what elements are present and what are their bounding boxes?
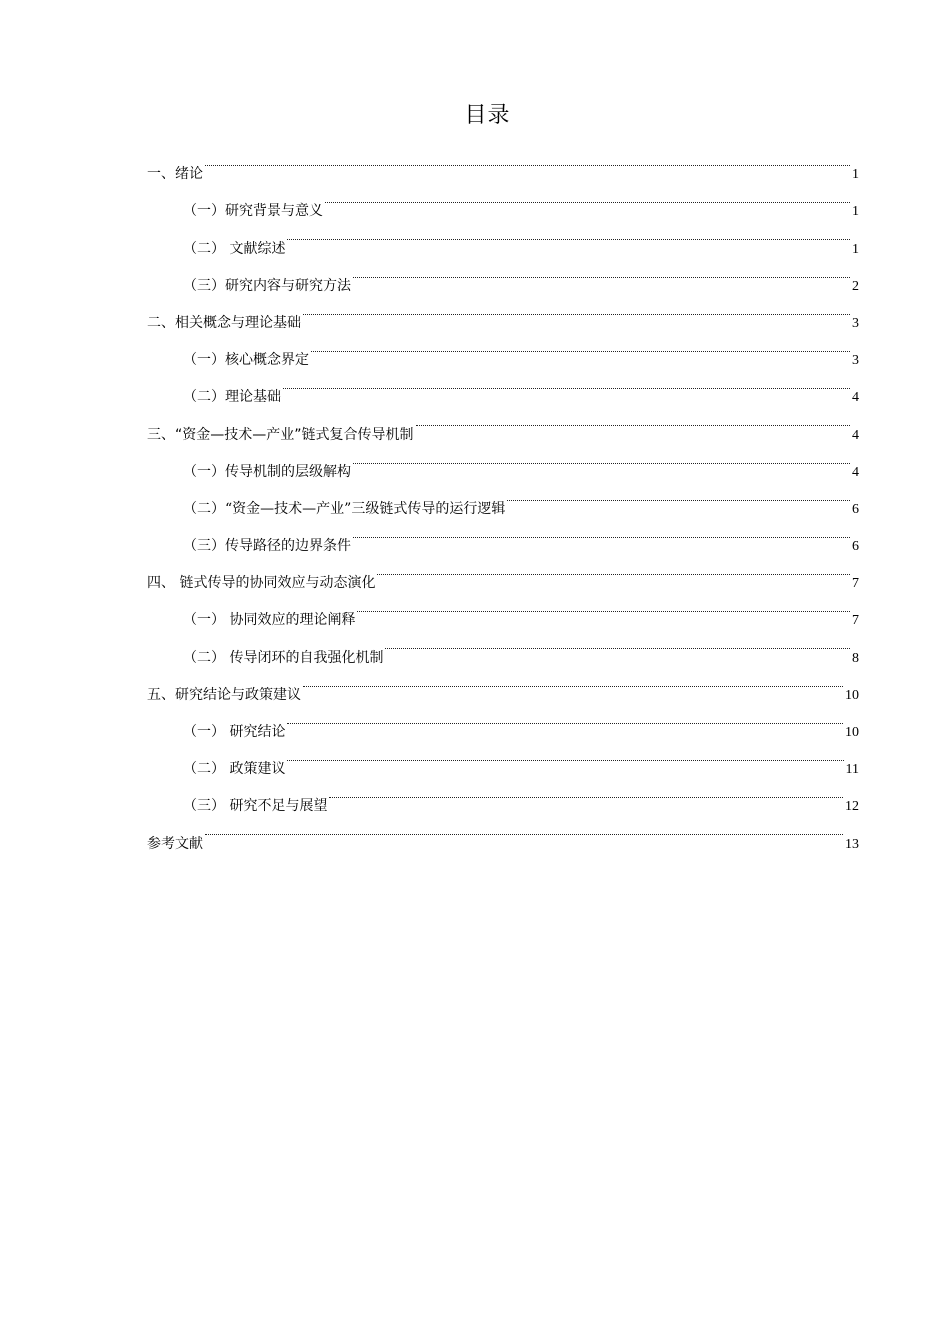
toc-page-number: 4	[852, 390, 859, 406]
dot-leader	[377, 550, 850, 587]
toc-page-number: 1	[852, 204, 859, 220]
toc-page-number: 6	[852, 539, 859, 555]
dot-leader	[205, 141, 850, 178]
toc-entry-title: （三）传导路径的边界条件	[183, 538, 351, 555]
toc-page-number: 4	[852, 464, 859, 480]
toc-entry-title: （一）研究背景与意义	[183, 203, 323, 220]
page-title: 目录	[464, 103, 511, 128]
dot-leader	[353, 513, 850, 550]
dot-leader	[353, 439, 850, 476]
dot-leader	[283, 364, 850, 401]
dot-leader	[325, 178, 850, 215]
toc-page-number: 13	[845, 836, 859, 852]
toc-page-number: 12	[845, 799, 859, 815]
toc-entry-title: 五、研究结论与政策建议	[147, 686, 301, 703]
toc-page-number: 10	[845, 687, 859, 703]
toc-entry-title: （二） 文献综述	[183, 240, 286, 257]
toc-section-entry[interactable]	[147, 178, 859, 220]
toc-page-number: 7	[852, 576, 859, 592]
toc-entry-title: 三、“资金—技术—产业”链式复合传导机制	[147, 426, 414, 443]
toc-entry-title: （二） 政策建议	[183, 761, 286, 778]
toc-entry-title: 一、绪论	[147, 166, 203, 183]
dot-leader	[303, 662, 843, 699]
toc-chapter-entry[interactable]	[147, 141, 859, 183]
dot-leader	[329, 773, 843, 810]
toc-entry-title: （三）研究内容与研究方法	[183, 277, 351, 294]
dot-leader	[287, 736, 843, 773]
dot-leader	[416, 401, 850, 438]
toc-entry-title: （二）“资金—技术—产业”三级链式传导的运行逻辑	[183, 500, 506, 517]
dot-leader	[205, 810, 843, 847]
toc-entry-title: （一） 协同效应的理论阐释	[183, 612, 356, 629]
toc-page-number: 4	[852, 427, 859, 443]
toc-entry-title: （一）核心概念界定	[183, 352, 309, 369]
table-of-contents	[147, 141, 859, 852]
toc-entry-title: （二） 传导闭环的自我强化机制	[183, 649, 384, 666]
dot-leader	[311, 327, 850, 364]
toc-page-number: 1	[852, 241, 859, 257]
toc-page-number: 10	[845, 725, 859, 740]
toc-entry-title: （二）理论基础	[183, 389, 281, 406]
toc-entry-title: （一）传导机制的层级解构	[183, 463, 351, 480]
toc-entry-title: （三） 研究不足与展望	[183, 798, 328, 815]
dot-leader	[287, 699, 843, 736]
toc-entry-title: （一） 研究结论	[183, 724, 286, 740]
dot-leader	[507, 476, 850, 513]
dot-leader	[303, 290, 850, 327]
dot-leader	[353, 253, 850, 290]
toc-page-number: 11	[845, 762, 859, 778]
toc-chapter-entry[interactable]	[147, 810, 859, 852]
toc-entry-title: 二、相关概念与理论基础	[147, 314, 301, 331]
toc-page-number: 8	[852, 650, 859, 666]
toc-page-number: 2	[852, 278, 859, 294]
dot-leader	[357, 587, 850, 624]
dot-leader	[287, 215, 850, 252]
toc-page-number: 3	[852, 353, 859, 369]
toc-entry-title: 参考文献	[147, 835, 203, 852]
toc-page-number: 3	[852, 315, 859, 331]
toc-page-number: 1	[852, 167, 859, 183]
toc-page-number: 6	[852, 501, 859, 517]
toc-entry-title: 四、 链式传导的协同效应与动态演化	[147, 575, 376, 592]
toc-page-number: 7	[852, 613, 859, 629]
dot-leader	[385, 624, 850, 661]
